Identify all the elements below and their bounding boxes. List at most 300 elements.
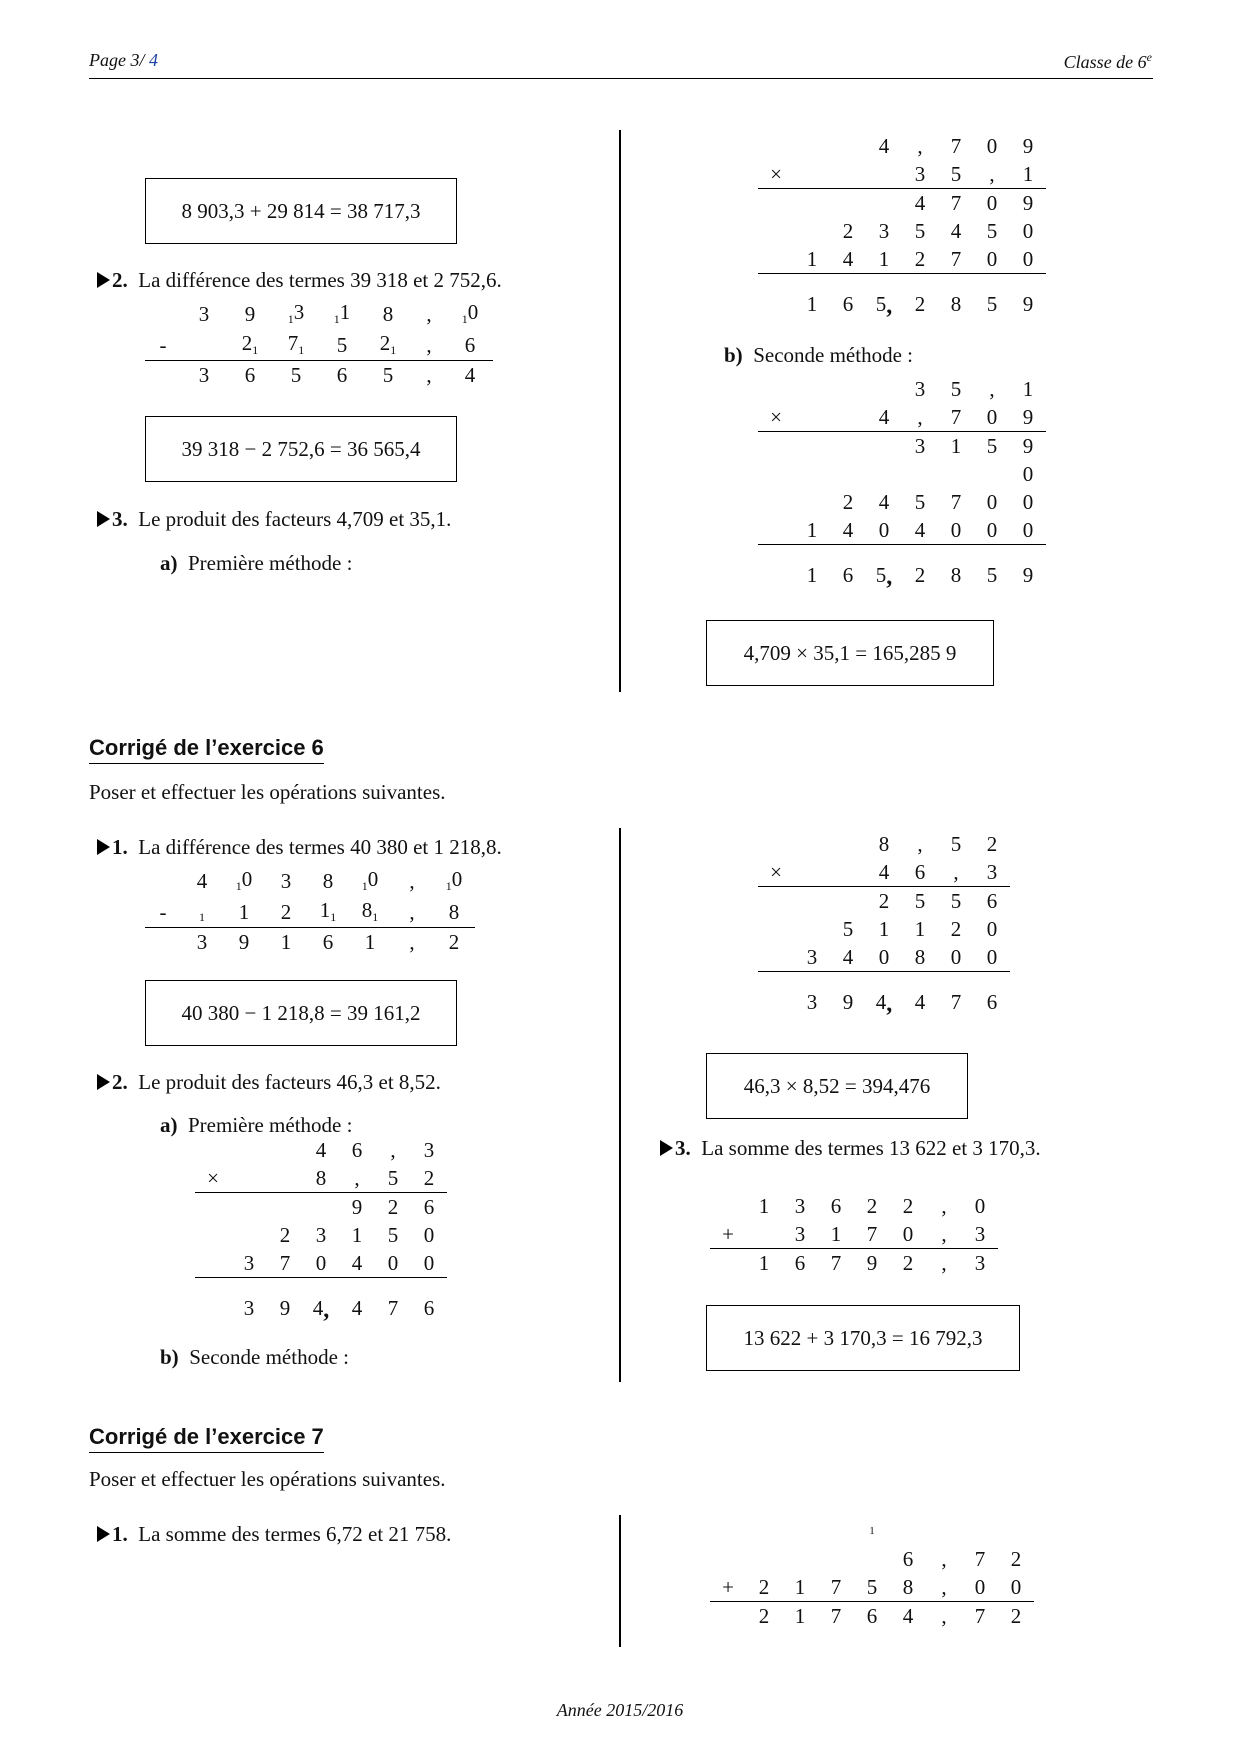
result-box: 39 318 − 2 752,6 = 36 565,4 — [145, 416, 457, 482]
item-text: Le produit des facteurs 46,3 et 8,52. — [138, 1070, 441, 1094]
digit-with-carry: 81 — [361, 898, 379, 924]
digit-with-carry: 10 — [361, 867, 379, 893]
method-letter: b) — [160, 1345, 179, 1369]
digit: 3 — [423, 1138, 435, 1162]
digit: 6 — [319, 361, 365, 390]
column-divider — [619, 1515, 621, 1647]
digit — [145, 928, 181, 957]
digit: 5 — [866, 1575, 878, 1599]
column-divider — [619, 130, 621, 692]
digit: 8 — [914, 945, 926, 969]
digit: 7 — [938, 189, 974, 218]
digit: 2 — [279, 1223, 291, 1247]
digit: 5 — [950, 377, 962, 401]
class-text: Classe de 6 — [1063, 52, 1147, 72]
item-number: 1. — [112, 1522, 128, 1546]
empty-cell — [974, 274, 1010, 289]
digit: 2 — [375, 1193, 411, 1222]
empty-cell — [974, 972, 1010, 987]
digit — [974, 460, 1010, 488]
carry: 1 — [199, 910, 205, 924]
comma: , — [426, 301, 432, 326]
digit: 6 — [307, 928, 349, 957]
operation-row — [758, 830, 1010, 858]
item-text: La somme des termes 6,72 et 21 758. — [138, 1522, 452, 1546]
digit: 3 — [962, 1249, 998, 1278]
carry — [710, 1517, 746, 1545]
digit: 0 — [878, 518, 890, 542]
empty-cell — [866, 274, 902, 289]
digit — [758, 488, 794, 516]
digit: 1 — [806, 292, 818, 316]
carry — [926, 1517, 962, 1545]
digit — [866, 432, 902, 461]
subtraction-layout — [145, 298, 493, 389]
digit: 0 — [986, 917, 998, 941]
digit: 5 — [986, 292, 998, 316]
operation-row — [758, 915, 1010, 943]
digit: 5 — [875, 292, 887, 316]
digit — [195, 1221, 231, 1249]
comma: , — [409, 868, 415, 893]
method-letter: a) — [160, 1113, 178, 1137]
digit: 4 — [878, 860, 890, 884]
carry — [818, 1517, 854, 1545]
method-label — [160, 1345, 349, 1370]
digit — [758, 943, 794, 972]
section-title: Corrigé de l’exercice 6 — [89, 735, 324, 764]
operation-row — [195, 1193, 447, 1222]
decimal-comma: , — [886, 991, 893, 1017]
digit — [758, 245, 794, 274]
digit: 2 — [914, 247, 926, 271]
digit — [758, 986, 794, 1018]
operation-row — [758, 403, 1046, 432]
digit: 3 — [315, 1223, 327, 1247]
empty-cell — [974, 545, 1010, 560]
digit: 2 — [890, 1249, 926, 1278]
digit-with-carry: 10 — [461, 300, 479, 326]
digit: 0 — [974, 189, 1010, 218]
operation-row — [195, 1164, 447, 1193]
digit: 4 — [842, 518, 854, 542]
digit — [758, 460, 794, 488]
digit: 0 — [1022, 462, 1034, 486]
digit: 0 — [315, 1251, 327, 1275]
comma: , — [917, 134, 923, 158]
digit: 0 — [986, 945, 998, 969]
section-intro: Poser et effectuer les opérations suivantes. — [89, 1467, 446, 1491]
digit: 6 — [842, 563, 854, 587]
digit: 0 — [902, 1222, 914, 1246]
digit: 0 — [950, 518, 962, 542]
digit: 3 — [198, 301, 210, 326]
digit: 1 — [830, 1222, 842, 1246]
method-text: Première méthode : — [188, 1113, 353, 1137]
digit — [758, 288, 794, 320]
exercise-item — [97, 268, 502, 293]
digit — [866, 160, 902, 189]
digit: 2 — [758, 1575, 770, 1599]
item-number: 3. — [675, 1136, 691, 1160]
digit: 9 — [842, 990, 854, 1014]
digit: 2 — [866, 1194, 878, 1218]
digit: 3 — [243, 1296, 255, 1320]
digit: 3 — [974, 1222, 986, 1246]
carry — [782, 1517, 818, 1545]
digit: 9 — [1010, 432, 1046, 461]
digit: 0 — [974, 1575, 986, 1599]
empty-cell — [830, 972, 866, 987]
digit: 1 — [878, 917, 890, 941]
empty-cell — [866, 545, 902, 560]
result-box: 46,3 × 8,52 = 394,476 — [706, 1053, 968, 1119]
comma: , — [409, 899, 415, 924]
digit — [195, 1249, 231, 1278]
digit — [758, 559, 794, 591]
spacer-row — [758, 545, 1046, 560]
digit: 2 — [866, 887, 902, 916]
result-box: 4,709 × 35,1 = 165,285 9 — [706, 620, 994, 686]
digit: 4 — [914, 518, 926, 542]
digit: 9 — [339, 1193, 375, 1222]
digit: 0 — [423, 1251, 435, 1275]
plus-sign: + — [722, 1575, 734, 1599]
method-text: Seconde méthode : — [753, 343, 913, 367]
operation-row — [758, 488, 1046, 516]
digit — [794, 830, 830, 858]
addition-layout — [710, 1192, 998, 1277]
digit: 1 — [806, 247, 818, 271]
digit: 2 — [914, 563, 926, 587]
digit: 6 — [830, 1194, 842, 1218]
item-number: 2. — [112, 268, 128, 292]
digit: 4 — [878, 405, 890, 429]
digit — [830, 160, 866, 189]
digit: 2 — [914, 292, 926, 316]
empty-cell — [339, 1278, 375, 1293]
digit: 0 — [1010, 1575, 1022, 1599]
digit: 3 — [986, 860, 998, 884]
digit: 5 — [938, 887, 974, 916]
digit — [794, 432, 830, 461]
triangle-bullet-icon — [97, 1526, 110, 1542]
operation-row — [710, 1573, 1034, 1602]
digit: 6 — [464, 332, 476, 357]
digit: 4 — [875, 990, 887, 1014]
digit — [794, 887, 830, 916]
item-text: La somme des termes 13 622 et 3 170,3. — [701, 1136, 1041, 1160]
digit — [758, 915, 794, 943]
empty-cell — [938, 545, 974, 560]
digit — [195, 1292, 231, 1324]
item-text: La différence des termes 39 318 et 2 752,6. — [138, 268, 502, 292]
digit — [231, 1221, 267, 1249]
decimal-comma: , — [323, 1297, 330, 1323]
digit — [830, 460, 866, 488]
digit: 0 — [878, 945, 890, 969]
carry-row — [710, 1517, 1034, 1545]
operation-row — [758, 375, 1046, 403]
comma: , — [941, 1194, 947, 1218]
digit — [303, 1193, 339, 1222]
digit — [195, 1136, 231, 1164]
operation-row — [145, 298, 493, 329]
digit: 3 — [280, 868, 292, 893]
digit: 7 — [818, 1249, 854, 1278]
digit — [267, 1164, 303, 1193]
digit — [830, 887, 866, 916]
digit: 8 — [315, 1166, 327, 1190]
digit-with-decimal-comma — [866, 986, 902, 1018]
digit: 0 — [986, 247, 998, 271]
digit — [231, 1193, 267, 1222]
digit: 2 — [433, 928, 475, 957]
digit: 4 — [842, 945, 854, 969]
page-total-link[interactable]: 4 — [149, 50, 158, 70]
times-sign: × — [770, 162, 782, 186]
triangle-bullet-icon — [97, 272, 110, 288]
plus-sign: + — [722, 1222, 734, 1246]
digit: 2 — [998, 1602, 1034, 1631]
operation-row — [145, 865, 475, 896]
result-row — [758, 288, 1046, 320]
empty-cell — [938, 972, 974, 987]
carry-digit — [181, 896, 223, 928]
comma: , — [989, 162, 995, 186]
digit: 3 — [914, 377, 926, 401]
comma: , — [941, 1222, 947, 1246]
operation-row — [195, 1249, 447, 1278]
digit: 4 — [890, 1602, 926, 1631]
digit: 5 — [875, 563, 887, 587]
item-text: La différence des termes 40 380 et 1 218,8. — [138, 835, 502, 859]
digit — [866, 460, 902, 488]
item-text: Le produit des facteurs 4,709 et 35,1. — [138, 507, 452, 531]
operation-row — [145, 329, 493, 361]
subtraction-layout — [145, 865, 475, 956]
comma: , — [926, 1602, 962, 1631]
digit: 8 — [950, 292, 962, 316]
digit: 2 — [280, 899, 292, 924]
digit-with-decimal-comma — [866, 559, 902, 591]
digit — [181, 329, 227, 361]
digit: 6 — [986, 990, 998, 1014]
digit: 3 — [794, 1194, 806, 1218]
section-title: Corrigé de l’exercice 7 — [89, 1424, 324, 1453]
digit: 7 — [974, 1547, 986, 1571]
result-row — [758, 986, 1010, 1018]
exercise-item — [97, 1070, 441, 1095]
digit: 3 — [806, 990, 818, 1014]
digit: 1 — [806, 563, 818, 587]
empty-cell — [231, 1278, 267, 1293]
times-sign: × — [207, 1166, 219, 1190]
digit — [854, 1545, 890, 1573]
operation-row — [758, 189, 1046, 218]
digit-with-carry: 11 — [333, 300, 351, 326]
comma: , — [941, 1575, 947, 1599]
empty-cell — [375, 1278, 411, 1293]
column-divider — [619, 828, 621, 1382]
digit — [758, 375, 794, 403]
digit: 2 — [842, 490, 854, 514]
digit-with-carry: 11 — [319, 898, 337, 924]
digit: 6 — [423, 1296, 435, 1320]
comma: , — [953, 860, 959, 884]
digit — [794, 460, 830, 488]
digit: 2 — [423, 1166, 435, 1190]
comma: , — [926, 1249, 962, 1278]
digit: 6 — [411, 1193, 447, 1222]
class-label — [1064, 50, 1152, 73]
digit: 7 — [950, 247, 962, 271]
carry — [746, 1517, 782, 1545]
digit: 4 — [196, 868, 208, 893]
carry — [962, 1517, 998, 1545]
section-intro: Poser et effectuer les opérations suivantes. — [89, 780, 446, 804]
digit: 1 — [806, 518, 818, 542]
digit: 1 — [1022, 377, 1034, 401]
result-box: 40 380 − 1 218,8 = 39 161,2 — [145, 980, 457, 1046]
digit: 1 — [782, 1602, 818, 1631]
digit: 6 — [854, 1602, 890, 1631]
digit: 3 — [181, 361, 227, 390]
digit: 4 — [902, 189, 938, 218]
digit: 5 — [986, 563, 998, 587]
times-sign: × — [770, 405, 782, 429]
digit: 4 — [842, 247, 854, 271]
digit: 3 — [243, 1251, 255, 1275]
empty-cell — [902, 972, 938, 987]
digit: 4 — [878, 134, 890, 158]
digit — [710, 1192, 746, 1220]
digit-with-carry: 10 — [445, 867, 463, 893]
digit — [794, 160, 830, 189]
result-row — [145, 928, 475, 957]
comma: , — [390, 1138, 396, 1162]
digit: 9 — [1022, 134, 1034, 158]
comma: , — [354, 1166, 360, 1190]
item-number: 2. — [112, 1070, 128, 1094]
comma: , — [411, 361, 447, 390]
digit: 8 — [950, 563, 962, 587]
digit: 7 — [279, 1251, 291, 1275]
digit: 0 — [423, 1223, 435, 1247]
exercise-item — [97, 1522, 451, 1547]
operation-row — [758, 160, 1046, 189]
digit: 9 — [244, 301, 256, 326]
empty-cell — [830, 545, 866, 560]
digit — [758, 432, 794, 461]
digit: 3 — [902, 432, 938, 461]
digit — [794, 189, 830, 218]
digit: 8 — [322, 868, 334, 893]
digit: 0 — [1022, 219, 1034, 243]
digit: 4 — [950, 219, 962, 243]
spacer-row — [758, 972, 1010, 987]
empty-cell — [1010, 274, 1046, 289]
operation-row — [145, 896, 475, 928]
multiplication-layout — [195, 1136, 447, 1324]
digit — [267, 1193, 303, 1222]
carry — [890, 1517, 926, 1545]
empty-cell — [303, 1278, 339, 1293]
times-sign: × — [770, 860, 782, 884]
digit-with-carry: 21 — [379, 331, 397, 357]
empty-cell — [794, 274, 830, 289]
digit: 5 — [974, 432, 1010, 461]
digit: 1 — [351, 1223, 363, 1247]
result-row — [710, 1249, 998, 1278]
comma: , — [391, 928, 433, 957]
digit: 7 — [950, 490, 962, 514]
digit-with-carry: 10 — [235, 867, 253, 893]
digit — [818, 1545, 854, 1573]
digit: 6 — [914, 860, 926, 884]
digit: 9 — [1022, 405, 1034, 429]
digit — [746, 1220, 782, 1249]
digit: 7 — [950, 405, 962, 429]
digit: 5 — [387, 1166, 399, 1190]
page-label: Page 3/ — [89, 50, 145, 70]
digit — [866, 189, 902, 218]
multiplication-layout — [758, 375, 1046, 591]
digit: 5 — [365, 361, 411, 390]
triangle-bullet-icon — [97, 839, 110, 855]
spacer-row — [758, 274, 1046, 289]
result-row — [145, 361, 493, 390]
digit: 9 — [1010, 189, 1046, 218]
digit: 7 — [830, 1575, 842, 1599]
operation-row — [710, 1220, 998, 1249]
digit-with-carry: 71 — [287, 331, 305, 357]
digit: 4 — [351, 1296, 363, 1320]
empty-cell — [830, 274, 866, 289]
digit: 6 — [782, 1249, 818, 1278]
digit: 5 — [950, 832, 962, 856]
digit — [938, 460, 974, 488]
digit: 1 — [1022, 162, 1034, 186]
digit — [794, 375, 830, 403]
comma: , — [917, 832, 923, 856]
digit: 4 — [878, 490, 890, 514]
digit: 3 — [181, 928, 223, 957]
method-letter: a) — [160, 551, 178, 575]
digit — [231, 1164, 267, 1193]
digit: 5 — [914, 490, 926, 514]
digit — [758, 830, 794, 858]
digit: 9 — [279, 1296, 291, 1320]
digit — [195, 1193, 231, 1222]
digit: 5 — [273, 361, 319, 390]
empty-cell — [1010, 545, 1046, 560]
digit: 4 — [315, 1138, 327, 1162]
digit: 7 — [387, 1296, 399, 1320]
digit — [794, 132, 830, 160]
digit: 7 — [950, 134, 962, 158]
digit: 3 — [794, 1222, 806, 1246]
digit: 1 — [794, 1575, 806, 1599]
digit — [145, 298, 181, 329]
digit: 0 — [974, 1194, 986, 1218]
digit: 8 — [878, 832, 890, 856]
digit — [267, 1136, 303, 1164]
digit — [758, 132, 794, 160]
decimal-comma: , — [886, 293, 893, 319]
empty-cell — [758, 274, 794, 289]
digit: 9 — [223, 928, 265, 957]
